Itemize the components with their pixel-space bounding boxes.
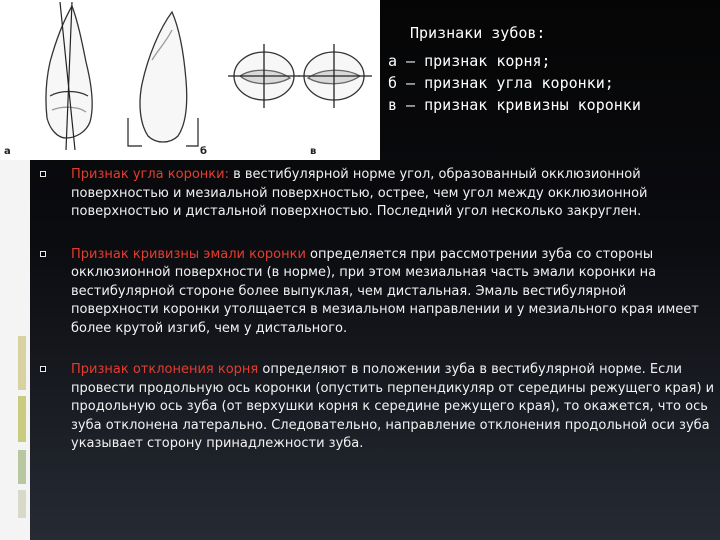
bullet-marker [40,171,46,177]
bullet-text: определяется при рассмотрении зуба со стороны окклюзионной поверхности (в норме), при этом мезиальная часть эмали коронки на вестибулярной стороне более выпуклая, чем дистальная. Эмаль вестибулярной поверхности коронки утолщается в мезиальном направлении и у мезиального края имеет более крутой изгиб, чем у дистального. [71,246,699,336]
legend-item-b: б – признак угла коронки; [388,74,614,92]
tooth-a-drawing [46,2,92,150]
strip-accent-1 [18,336,26,390]
bullet-text: определяют в положении зуба в вестибулярной норме. Если провести продольную ось коронки (опустить перпендикуляр от середины режущего края) и продольную ось зуба (от верхушки корня к середине режущего края), то окажется, что ось зуба отклонена латерально. Следовательно, направление отклонения продольной оси зуба указывает сторону принадлежности зуба. [71,362,715,451]
figure-label-a: а [4,146,11,157]
tooth-c-drawing [228,44,372,108]
bullet-marker [40,251,46,257]
tooth-b-drawing [128,12,198,146]
decorative-left-strip [0,160,30,540]
legend-title: Признаки зубов: [410,24,546,42]
tooth-illustration [0,0,380,160]
bullet-highlight: Признак отклонения корня [71,362,259,377]
bullet-root-deviation [40,361,716,454]
bullet-text: в вестибулярной норме угол, образованный окклюзионной поверхностью и мезиальной поверхностью, острее, чем угол между окклюзионной поверхностью и дистальной поверхностью. Последний угол несколько закруглен. [71,167,648,219]
strip-accent-3 [18,450,26,484]
bullet-list [40,166,716,454]
bullet-highlight: Признак угла коронки: [71,167,229,182]
figure-label-c: в [310,146,317,157]
bullet-crown-angle [40,166,716,222]
tooth-figure-panel [0,0,380,160]
strip-accent-2 [18,396,26,442]
figure-legend [388,22,718,116]
bullet-crown-curvature [40,246,716,339]
legend-item-a: а – признак корня; [388,52,551,70]
bullet-marker [40,366,46,372]
figure-label-b: б [200,146,207,157]
bullet-highlight: Признак кривизны эмали коронки [71,246,306,262]
strip-accent-4 [18,490,26,518]
legend-item-c: в – признак кривизны коронки [388,96,641,114]
